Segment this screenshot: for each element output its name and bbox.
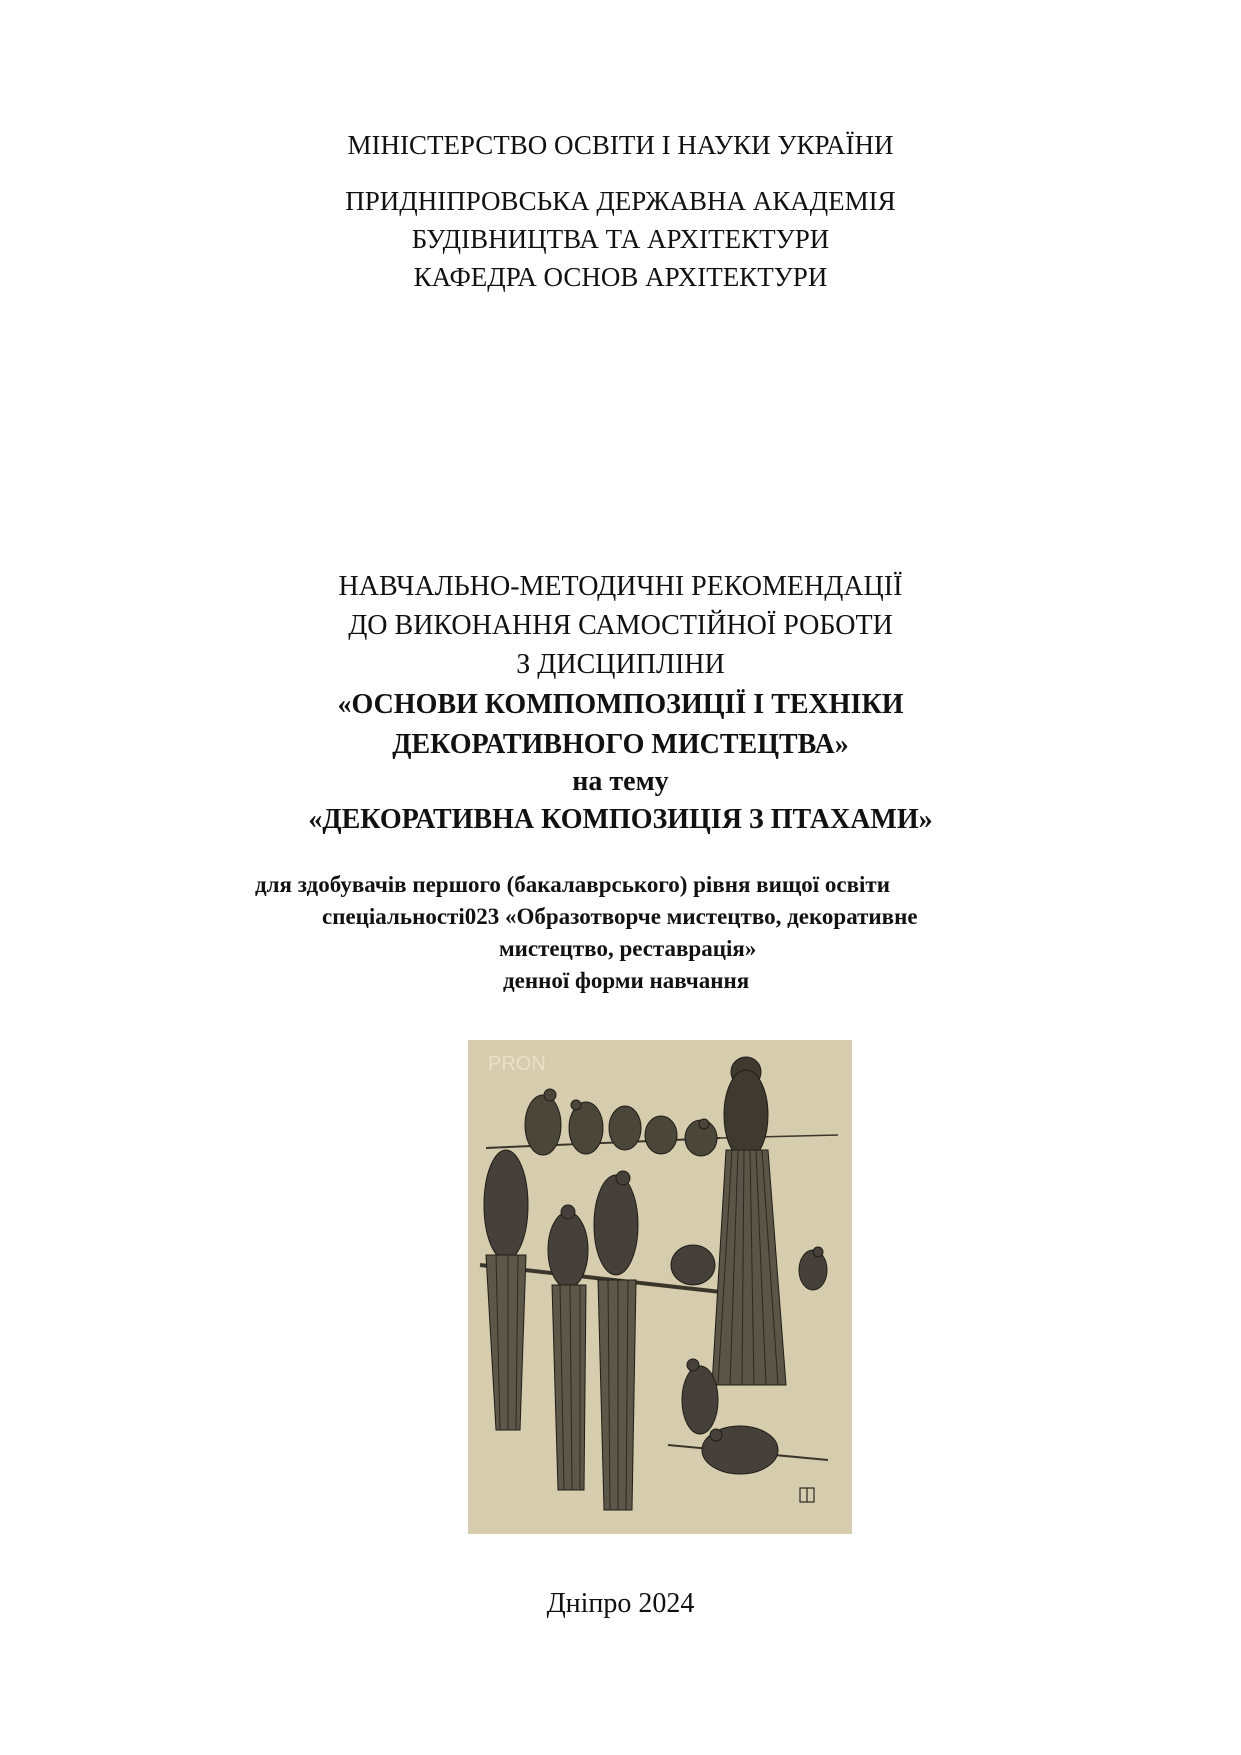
discipline-line1: «ОСНОВИ КОМПОМПОЗИЦІЇ І ТЕХНІКИ	[337, 689, 904, 720]
topic-title: «ДЕКОРАТИВНА КОМПОЗИЦІЯ З ПТАХАМИ»	[308, 804, 933, 835]
topic-intro: на тему	[572, 766, 669, 797]
title-line3: З ДИСЦИПЛІНИ	[516, 649, 725, 680]
audience-line4: денної форми навчання	[503, 968, 750, 993]
audience-line1: для здобувачів першого (бакалаврського) рівня вищої освіти	[255, 872, 890, 897]
ministry-name: МІНІСТЕРСТВО ОСВІТИ І НАУКИ УКРАЇНИ	[347, 130, 894, 160]
academy-name-line1: ПРИДНІПРОВСЬКА ДЕРЖАВНА АКАДЕМІЯ	[345, 186, 896, 216]
discipline-line2: ДЕКОРАТИВНОГО МИСТЕЦТВА»	[392, 729, 849, 760]
audience-line2: спеціальності023 «Образотворче мистецтво, декоративне	[322, 904, 918, 929]
title-line1: НАВЧАЛЬНО-МЕТОДИЧНІ РЕКОМЕНДАЦІЇ	[338, 571, 903, 602]
title-line2: ДО ВИКОНАННЯ САМОСТІЙНОЇ РОБОТИ	[348, 610, 893, 641]
illustration-corner-mark: PRON	[488, 1053, 546, 1075]
department-name: КАФЕДРА ОСНОВ АРХІТЕКТУРИ	[413, 262, 828, 292]
city-year: Дніпро 2024	[546, 1588, 695, 1619]
academy-name-line2: БУДІВНИЦТВА ТА АРХІТЕКТУРИ	[411, 224, 830, 254]
audience-line3: мистецтво, реставрація»	[499, 936, 757, 961]
peacocks-illustration	[468, 1040, 852, 1534]
